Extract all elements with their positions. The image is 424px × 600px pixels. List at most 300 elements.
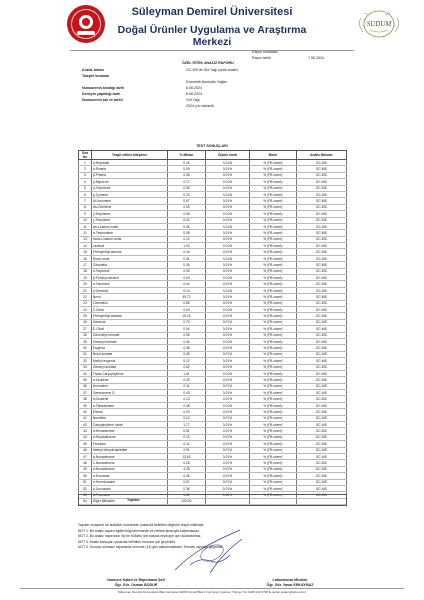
amount-percent: 0.62 — [168, 364, 206, 370]
amount-percent: 0.09 — [168, 166, 206, 172]
analysis-method: GC-MS — [296, 306, 346, 312]
row-number: 19 — [79, 275, 92, 281]
unit: % (FB cevre) — [250, 422, 297, 428]
amount-percent: 0.05 — [168, 211, 206, 217]
compound-name: α-Tricosane — [91, 492, 167, 498]
analysis-method: GC-MS — [296, 364, 346, 370]
measurement-limit: 0.01% — [205, 441, 249, 447]
measurement-limit: 0.01% — [205, 370, 249, 376]
unit: % (FB cevre) — [250, 415, 297, 421]
unit: % (FB cevre) — [250, 447, 297, 453]
row-number: 23 — [79, 300, 92, 306]
amount-percent: 0.26 — [168, 473, 206, 479]
compound-name: Phenylethyl alcohol — [91, 249, 167, 255]
unit: % (FB cevre) — [250, 294, 297, 300]
row-number: 9 — [79, 211, 92, 217]
measurement-limit: 0.01% — [205, 166, 249, 172]
compound-name: α-Tetradecane — [91, 402, 167, 408]
compound-name: cis-Linalool oxide — [91, 223, 167, 229]
signature-right — [250, 578, 330, 587]
compound-name: dl-Limonene — [91, 198, 167, 204]
analysis-method: GC-MS — [296, 198, 346, 204]
unit: % (FB cevre) — [250, 243, 297, 249]
unit: % (FB cevre) — [250, 172, 297, 178]
amount-percent: 0.12 — [168, 358, 206, 364]
analysis-method: GC-MS — [296, 179, 346, 185]
amount-percent: 100.00 — [168, 498, 206, 504]
analysis-method: GC-MS — [296, 166, 346, 172]
header-cell: Sıra No — [79, 151, 92, 160]
compound-name: trans-Linalool oxide — [91, 236, 167, 242]
analysis-label: Analiz Amacı — [82, 68, 105, 72]
unit: % (FB cevre) — [250, 275, 297, 281]
measurement-limit: 0.01% — [205, 236, 249, 242]
compound-name: p-Cymene — [91, 191, 167, 197]
unit: % (FB cevre) — [250, 332, 297, 338]
footer-divider — [20, 588, 404, 589]
amount-percent: 0.35 — [168, 262, 206, 268]
center-name-line2: Merkezi — [192, 36, 232, 48]
measurement-limit: 0.01% — [205, 409, 249, 415]
compound-name: Z-Citral — [91, 306, 167, 312]
compound-name: α-Terpineol — [91, 268, 167, 274]
measurement-limit: 0.01% — [205, 383, 249, 389]
compound-name: Citronellol — [91, 300, 167, 306]
unit: % (FB cevre) — [250, 249, 297, 255]
analysis-method: GC-MS — [296, 415, 346, 421]
unit: % (FB cevre) — [250, 230, 297, 236]
measurement-limit: 0.01% — [205, 287, 249, 293]
compound-name: α-Terpineol — [91, 281, 167, 287]
analysis-method: GC-MS — [296, 351, 346, 357]
measurement-limit: 0.01% — [205, 422, 249, 428]
measurement-limit: 0.01% — [205, 473, 249, 479]
measurement-limit: 0.01% — [205, 466, 249, 472]
row-number: 17 — [79, 262, 92, 268]
amount-percent: 0.22 — [168, 191, 206, 197]
center-name-line1: Doğal Ürünler Uygulama ve Araştırma — [117, 24, 307, 36]
row-number: 49 — [79, 466, 92, 472]
amount-percent: 0.03 — [168, 275, 206, 281]
unit: % (FB cevre) — [250, 166, 297, 172]
row-number: 22 — [79, 294, 92, 300]
compound-name: 1-Nonadecene — [91, 460, 167, 466]
compound-name: Elemol — [91, 409, 167, 415]
analysis-value: 6.06.2024 — [186, 92, 202, 96]
report-number-label: Rapor numarası — [252, 50, 278, 54]
unit: % (FB cevre) — [250, 377, 297, 383]
unit: % (FB cevre) — [250, 281, 297, 287]
row-number: 54 — [79, 498, 92, 504]
unit: % (FB cevre) — [250, 370, 297, 376]
analysis-method: GC-MS — [296, 345, 346, 351]
analysis-method: GC-MS — [296, 255, 346, 261]
amount-percent: 0.51 — [168, 428, 206, 434]
compound-name: Methyl eugenol — [91, 358, 167, 364]
row-number: 2 — [79, 166, 92, 172]
compound-name: Diğer Bileşikler — [91, 498, 167, 504]
measurement-limit: 0.01% — [205, 230, 249, 236]
compound-name: Trans-Caryophyllene — [91, 370, 167, 376]
row-number: 16 — [79, 255, 92, 261]
row-number: 5 — [79, 185, 92, 191]
signature-left-name: Öğr. Gör. Osman BODUR — [114, 582, 158, 587]
unit: % (FB cevre) — [250, 313, 297, 319]
unit: % (FB cevre) — [250, 383, 297, 389]
row-number: 3 — [79, 172, 92, 178]
compound-name: Citronellyl formate — [91, 332, 167, 338]
compound-name: α-Pinene — [91, 166, 167, 172]
compound-name: α-Eicosane — [91, 473, 167, 479]
row-number: 38 — [79, 396, 92, 402]
compound-name: α-Nonadecane — [91, 453, 167, 459]
row-number: 8 — [79, 204, 92, 210]
analysis-method: GC-MS — [296, 390, 346, 396]
compound-name: β-Myrcene — [91, 179, 167, 185]
amount-percent: 0.05 — [168, 351, 206, 357]
unit: % (FB cevre) — [250, 160, 297, 166]
measurement-limit: 0.01% — [205, 268, 249, 274]
amount-percent: 0.03 — [168, 409, 206, 415]
row-number: 37 — [79, 390, 92, 396]
report-date-value: 7.06.2024 — [308, 56, 324, 60]
measurement-limit: 0.01% — [205, 172, 249, 178]
analysis-method: GC-MS — [296, 262, 346, 268]
analysis-value: GC-MS ile Gül Yağı içerik analizi — [186, 68, 238, 72]
unit: % (FB cevre) — [250, 358, 297, 364]
unit: % (FB cevre) — [250, 390, 297, 396]
analysis-method: GC-MS — [296, 211, 346, 217]
unit: % (FB cevre) — [250, 185, 297, 191]
row-number: 40 — [79, 409, 92, 415]
measurement-limit: 0.01% — [205, 485, 249, 491]
unit: % (FB cevre) — [250, 466, 297, 472]
measurement-limit: 0.01% — [205, 300, 249, 306]
row-number: 24 — [79, 306, 92, 312]
compound-name: Humulene — [91, 383, 167, 389]
amount-percent: 13.81 — [168, 453, 206, 459]
amount-percent: 15.15 — [168, 313, 206, 319]
unit: % (FB cevre) — [250, 453, 297, 459]
signature-left — [96, 578, 176, 587]
row-number: 18 — [79, 268, 92, 274]
analysis-method: GC-MS — [296, 460, 346, 466]
compound-name: Citronella — [91, 262, 167, 268]
analysis-method: GC-MS — [296, 441, 346, 447]
amount-percent: 0.04 — [168, 217, 206, 223]
amount-percent: 0.14 — [168, 287, 206, 293]
measurement-limit: 0.01% — [205, 313, 249, 319]
signature-right-name: Öğr. Gör. Yasar ERKAYMAZ — [266, 582, 314, 587]
amount-percent: 0.38 — [168, 345, 206, 351]
analysis-method: GC-MS — [296, 275, 346, 281]
row-number: 7 — [79, 198, 92, 204]
amount-percent: 4.28 — [168, 466, 206, 472]
unit: % (FB cevre) — [250, 262, 297, 268]
compound-name: γ-Terpinene — [91, 211, 167, 217]
compound-name: α-Hexadecane — [91, 428, 167, 434]
analysis-method: GC-MS — [296, 236, 346, 242]
row-number: 4 — [79, 179, 92, 185]
compound-name: β-Fenchyl alcohol — [91, 275, 167, 281]
unit: % (FB cevre) — [250, 345, 297, 351]
amount-percent: 1.03 — [168, 243, 206, 249]
amount-percent: 0.07 — [168, 198, 206, 204]
compound-name: Nerolidol — [91, 415, 167, 421]
measurement-limit: 0.01% — [205, 294, 249, 300]
measurement-limit: 0.01% — [205, 460, 249, 466]
amount-percent: 0.06 — [168, 185, 206, 191]
unit: % (FB cevre) — [250, 428, 297, 434]
measurement-limit: 0.01% — [205, 358, 249, 364]
compound-name: α-Docosane — [91, 485, 167, 491]
measurement-limit: 0.01% — [205, 345, 249, 351]
measurement-limit: 0.01% — [205, 402, 249, 408]
row-number: 42 — [79, 422, 92, 428]
analysis-method: GC-MS — [296, 268, 346, 274]
amount-percent: 0.67 — [168, 479, 206, 485]
unit: % (FB cevre) — [250, 409, 297, 415]
amount-percent: 0.29 — [168, 377, 206, 383]
analysis-method: GC-MS — [296, 326, 346, 332]
note-line: NOT 4. Sonucu olumsuz raporlarda numune (14) gün saklanmaktadır. Sonucu raporlar geçerlidir. — [78, 545, 224, 550]
amount-percent: 0.11 — [168, 441, 206, 447]
row-number: 53 — [79, 492, 92, 498]
amount-percent: 0.70 — [168, 319, 206, 325]
measurement-limit: 0.01% — [205, 306, 249, 312]
measurement-limit: 0.01% — [205, 415, 249, 421]
measurement-limit: 0.01% — [205, 326, 249, 332]
signature-right-role: Laboratuvar Müdürü — [272, 578, 308, 582]
analysis-method: GC-MS — [296, 422, 346, 428]
analysis-method: GC-MS — [296, 243, 346, 249]
header-cell: Birim — [250, 151, 297, 160]
unit: % (FB cevre) — [250, 338, 297, 344]
unit: % (FB cevre) — [250, 402, 297, 408]
compound-name: Eugenol — [91, 345, 167, 351]
compound-name: α-Guaiene — [91, 377, 167, 383]
row-number: 25 — [79, 313, 92, 319]
analysis-method: GC-MS — [296, 479, 346, 485]
unit: % (FB cevre) — [250, 255, 297, 261]
unit: % (FB cevre) — [250, 326, 297, 332]
analysis-method: GC-MS — [296, 172, 346, 178]
note-line: Yapılan muayene ve analizler numunede yukarıda belirtilen değerler tespit edilmiştir. — [78, 523, 205, 527]
analysis-method: GC-MS — [296, 332, 346, 338]
amount-percent: 0.31 — [168, 255, 206, 261]
row-number: 30 — [79, 345, 92, 351]
measurement-limit: 0.01% — [205, 332, 249, 338]
row-number: 15 — [79, 249, 92, 255]
row-number: 32 — [79, 358, 92, 364]
amount-percent: 0.26 — [168, 172, 206, 178]
compound-name: α-Heptanal — [91, 160, 167, 166]
row-number: 44 — [79, 434, 92, 440]
unit: % (FB cevre) — [250, 191, 297, 197]
compound-name: α-Heptadecene — [91, 434, 167, 440]
compound-name: Geranyl formate — [91, 338, 167, 344]
measurement-limit: 0.01% — [205, 447, 249, 453]
row-number: 51 — [79, 479, 92, 485]
row-number: 31 — [79, 351, 92, 357]
compound-name: Linalool — [91, 243, 167, 249]
unit: % (FB cevre) — [250, 441, 297, 447]
unit: % (FB cevre) — [250, 396, 297, 402]
amount-percent: 1.77 — [168, 422, 206, 428]
row-number: 1 — [79, 160, 92, 166]
results-title: TEST SONUÇLARI — [196, 144, 228, 148]
compound-name: cis-Ocimene — [91, 204, 167, 210]
unit: % (FB cevre) — [250, 236, 297, 242]
analysis-method: GC-MS — [296, 249, 346, 255]
analysis-method: GC-MS — [296, 447, 346, 453]
analysis-method: GC-MS — [296, 434, 346, 440]
compound-name: α-Heneicosane — [91, 479, 167, 485]
unit: % (FB cevre) — [250, 351, 297, 357]
compound-name: α-Nonadecane — [91, 466, 167, 472]
amount-percent: 0.13 — [168, 396, 206, 402]
row-number: 28 — [79, 332, 92, 338]
row-number: 52 — [79, 485, 92, 491]
row-number: 50 — [79, 473, 92, 479]
analysis-value: 6.06.2024 — [186, 86, 202, 90]
unit: % (FB cevre) — [250, 479, 297, 485]
amount-percent: 0.04 — [168, 326, 206, 332]
unit: % (FB cevre) — [250, 434, 297, 440]
measurement-limit: 0.01% — [205, 204, 249, 210]
total-label: Toplam — [127, 498, 140, 502]
measurement-limit: 0.01% — [205, 281, 249, 287]
amount-percent: 0.16 — [168, 160, 206, 166]
measurement-limit: 0.01% — [205, 160, 249, 166]
amount-percent: 0.08 — [168, 402, 206, 408]
compound-name: α-Terpinene — [91, 185, 167, 191]
university-name: Süleyman Demirel Üniversitesi — [131, 6, 293, 18]
analysis-method: GC-MS — [296, 377, 346, 383]
amount-percent: 0.89 — [168, 300, 206, 306]
footer-address: Süleyman Demirel Üniversitesi Batı Kampüsü 32260 Çünür Blok 1 Kat Giriş | Isparta / Türkiye Tel: 0246 211 5798 E-posta: sudum@sdu.edu.tr — [117, 590, 307, 594]
amount-percent: 0.26 — [168, 460, 206, 466]
unit: % (FB cevre) — [250, 211, 297, 217]
measurement-limit: 0.01% — [205, 179, 249, 185]
amount-percent: 1.52 — [168, 492, 206, 498]
amount-percent: 0.09 — [168, 268, 206, 274]
note-line: NOT 3. Analiz sonuçları yukarıda belirtilen numune için geçerlidir. — [78, 539, 176, 544]
row-number: 39 — [79, 402, 92, 408]
unit: % (FB cevre) — [250, 485, 297, 491]
analysis-method: GC-MS — [296, 319, 346, 325]
analysis-method: GC-MS — [296, 383, 346, 389]
row-number: 27 — [79, 326, 92, 332]
compound-name: γ-Terpinene — [91, 217, 167, 223]
analysis-method: GC-MS — [296, 217, 346, 223]
amount-percent: 0.11 — [168, 383, 206, 389]
row-number: 13 — [79, 236, 92, 242]
unit: % (FB cevre) — [250, 287, 297, 293]
compound-name: Germacrene D — [91, 390, 167, 396]
measurement-limit: 0.01% — [205, 275, 249, 281]
header-divider — [70, 50, 354, 51]
amount-percent: 0.13 — [168, 236, 206, 242]
unit: % (FB cevre) — [250, 473, 297, 479]
amount-percent: 2.91 — [168, 447, 206, 453]
analysis-method: GC-MS — [296, 230, 346, 236]
analysis-method: GC-MS — [296, 473, 346, 479]
analysis-label: Talepte bulunan — [82, 74, 110, 78]
unit: % (FB cevre) — [250, 198, 297, 204]
row-number: 12 — [79, 230, 92, 236]
unit: % (FB cevre) — [250, 204, 297, 210]
analysis-method: GC-MS — [296, 294, 346, 300]
row-number: 34 — [79, 370, 92, 376]
row-number: 36 — [79, 383, 92, 389]
note-line: NOT 2. Bu analiz raporunun hiç bir bölümü izin başına veya ayrı ayrı kullanılamaz. — [78, 534, 202, 539]
compound-name: Farnesol — [91, 441, 167, 447]
row-number: 45 — [79, 441, 92, 447]
amount-percent: 0.03 — [168, 306, 206, 312]
row-number: 35 — [79, 377, 92, 383]
unit: % (FB cevre) — [250, 217, 297, 223]
measurement-limit: 0.01% — [205, 364, 249, 370]
analysis-label: Numunenin adı ve tarihi — [82, 98, 123, 102]
analysis-method: GC-MS — [296, 300, 346, 306]
amount-percent: 0.36 — [168, 485, 206, 491]
signature-scribble — [170, 525, 250, 575]
amount-percent: 0.43 — [168, 390, 206, 396]
compound-name: Geranyl acetate — [91, 364, 167, 370]
compound-name: Phenylethyl acetate — [91, 313, 167, 319]
measurement-limit: 0.01% — [205, 453, 249, 459]
analysis-method: GC-MS — [296, 428, 346, 434]
row-number: 46 — [79, 447, 92, 453]
measurement-limit: 0.01% — [205, 262, 249, 268]
amount-percent: 0.05 — [168, 204, 206, 210]
analysis-label: Numunenin alındığı tarih — [82, 86, 125, 90]
amount-percent: 0.12 — [168, 415, 206, 421]
analysis-value: Gül Yağı — [186, 98, 200, 102]
sudum-logo — [355, 4, 403, 44]
unit: % (FB cevre) — [250, 300, 297, 306]
row-number: 21 — [79, 287, 92, 293]
compound-name: Nerol — [91, 294, 167, 300]
analysis-method: GC-MS — [296, 313, 346, 319]
analysis-method: GC-MS — [296, 185, 346, 191]
row-number: 26 — [79, 319, 92, 325]
analysis-method: GC-MS — [296, 453, 346, 459]
note-line: NOT 1. Bu analiz raporu eğitim bilgi tahmininde ve reklam amacıyla kullanılamaz. — [78, 528, 200, 533]
amount-percent: 0.16 — [168, 249, 206, 255]
measurement-limit: 0.01% — [205, 243, 249, 249]
measurement-limit: 0.01% — [205, 351, 249, 357]
compound-name: Geraniol — [91, 319, 167, 325]
unit: % (FB cevre) — [250, 319, 297, 325]
unit: % (FB cevre) — [250, 492, 297, 498]
amount-percent: 0.10 — [168, 434, 206, 440]
row-number: 11 — [79, 223, 92, 229]
analysis-value: Kozmetik Aromatik Yağlar — [186, 80, 227, 84]
row-number: 29 — [79, 338, 92, 344]
sudum-logo-text: SUDUM — [366, 20, 392, 28]
analysis-method: GC-MS — [296, 409, 346, 415]
measurement-limit: 0.01% — [205, 338, 249, 344]
compound-name: α-Terpinolene — [91, 230, 167, 236]
amount-percent: 0.05 — [168, 332, 206, 338]
analysis-method: GC-MS — [296, 281, 346, 287]
measurement-limit: 0.01% — [205, 377, 249, 383]
unit: % (FB cevre) — [250, 364, 297, 370]
amount-percent: 0.04 — [168, 281, 206, 287]
amount-percent: 0.40 — [168, 338, 206, 344]
